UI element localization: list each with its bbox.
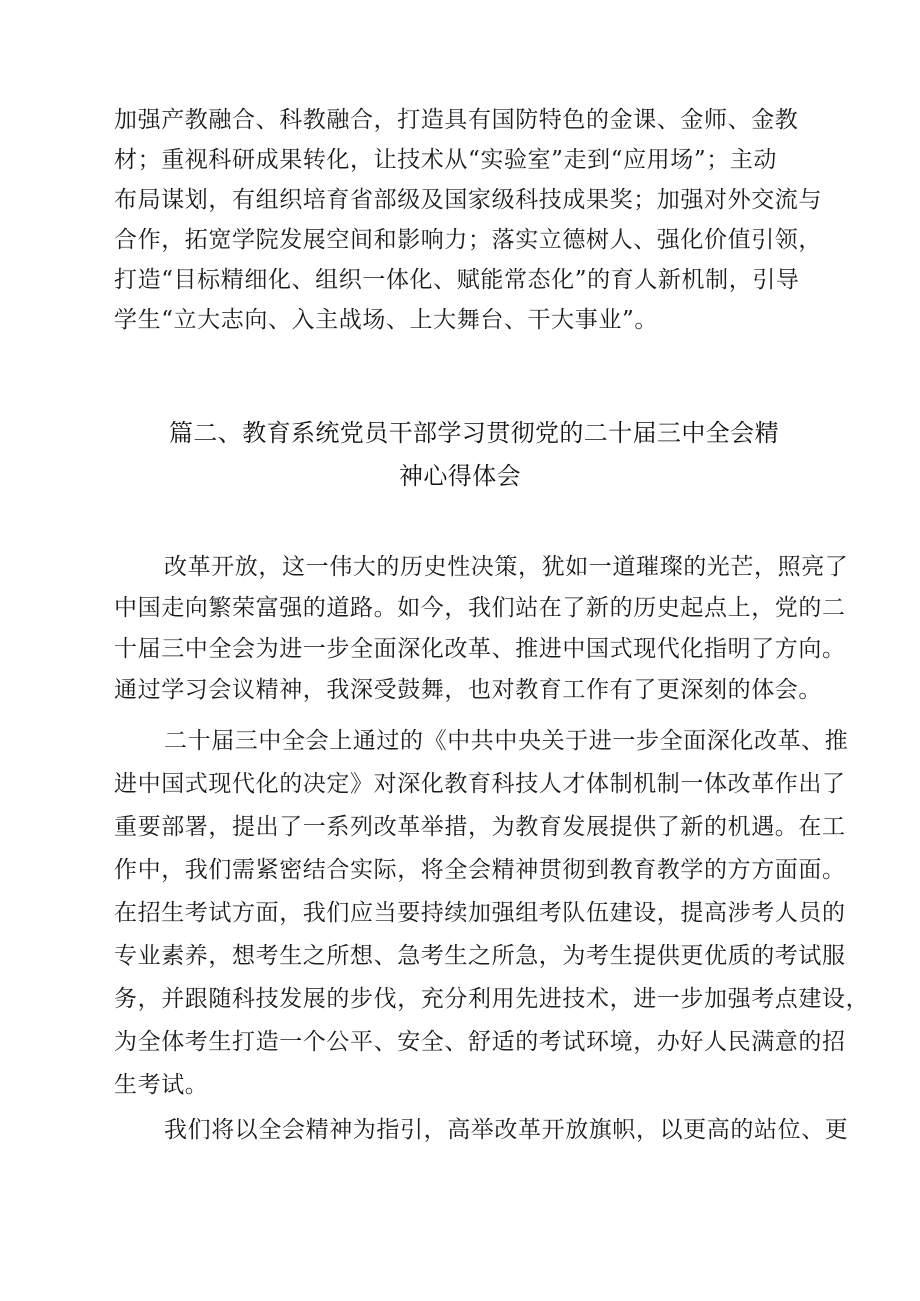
- text-line: 为全体考生打造一个公平、安全、舒适的考试环境，办好人民满意的招: [114, 1029, 846, 1055]
- text-line: 作中，我们需紧密结合实际，将全会精神贯彻到教育教学的方方面面。: [114, 857, 846, 883]
- text-line: 布局谋划，有组织培育省部级及国家级科技成果奖；加强对外交流与: [114, 187, 822, 213]
- text-line: 我们将以全会精神为指引，高举改革开放旗帜，以更高的站位、更: [164, 1117, 849, 1143]
- text-line: 改革开放，这一伟大的历史性决策，犹如一道璀璨的光芒，照亮了: [164, 554, 849, 580]
- section-title-line: 篇二、教育系统党员干部学习贯彻党的二十届三中全会精: [169, 419, 779, 447]
- text-line: 生考试。: [114, 1072, 209, 1098]
- text-line: 重要部署，提出了一系列改革举措，为教育发展提供了新的机遇。在工: [114, 814, 846, 840]
- text-line: 打造“目标精细化、组织一体化、赋能常态化”的育人新机制，引导: [114, 267, 800, 293]
- text-line: 十届三中全会为进一步全面深化改革、推进中国式现代化指明了方向。: [114, 636, 846, 662]
- text-line: 专业素养，想考生之所想、急考生之所急，为考生提供更优质的考试服: [114, 943, 846, 969]
- text-line: 材；重视科研成果转化，让技术从“实验室”走到“应用场”；主动: [114, 147, 778, 173]
- text-line: 进中国式现代化的决定》对深化教育科技人才体制机制一体改革作出了: [114, 771, 846, 797]
- text-line: 务，并跟随科技发展的步伐，充分利用先进技术，进一步加强考点建设，: [114, 986, 870, 1012]
- section-title-line: 神心得体会: [399, 462, 521, 490]
- text-line: 二十届三中全会上通过的《中共中央关于进一步全面深化改革、推: [164, 728, 849, 754]
- text-line: 通过学习会议精神，我深受鼓舞，也对教育工作有了更深刻的体会。: [114, 677, 822, 703]
- text-line: 中国走向繁荣富强的道路。如今，我们站在了新的历史起点上，党的二: [114, 595, 846, 621]
- text-line: 加强产教融合、科教融合，打造具有国防特色的金课、金师、金教: [114, 107, 799, 133]
- text-line: 学生“立大志向、入主战场、上大舞台、干大事业”。: [114, 307, 658, 333]
- text-line: 合作，拓宽学院发展空间和影响力；落实立德树人、强化价值引领，: [114, 227, 822, 253]
- text-line: 在招生考试方面，我们应当要持续加强组考队伍建设，提高涉考人员的: [114, 900, 846, 926]
